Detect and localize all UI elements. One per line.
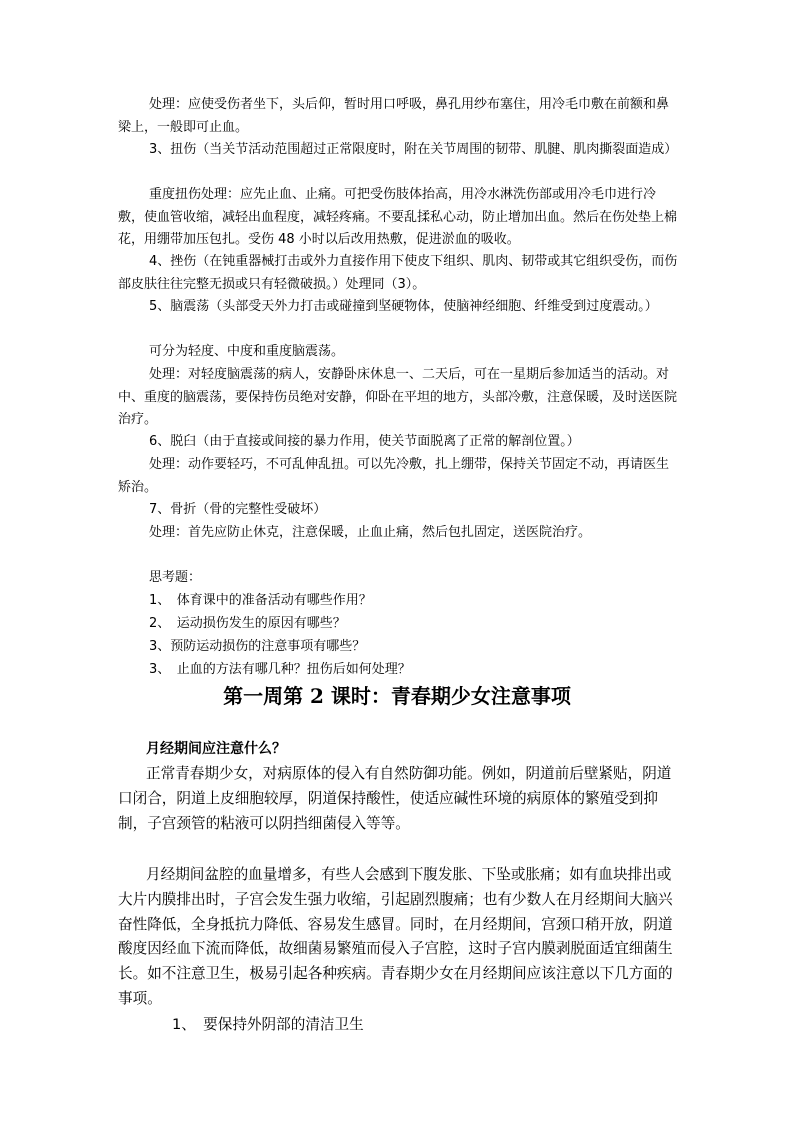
question-item: 3、 止血的方法有哪几种？扭伤后如何处理？ [149,662,411,677]
nosebleed-treatment-paragraph: 处理：应使受伤者坐下，头后仰，暂时用口呼吸，鼻孔用纱布塞住，用冷毛巾敷在前额和鼻梁上，一般即可止血。 [118,97,670,135]
concussion-definition-paragraph: 5、脑震荡（头部受天外力打击或碰撞到坚硬物体，使脑神经细胞、纤维受到过度震动。） [149,299,658,314]
dislocation-treatment-paragraph: 处理：动作要轻巧，不可乱伸乱扭。可以先冷敷，扎上绷带，保持关节固定不动，再请医生矫治。 [118,457,670,495]
question-item: 2、 运动损伤发生的原因有哪些？ [149,616,346,631]
question-item: 1、 体育课中的准备活动有哪些作用？ [149,593,372,608]
questions-title: 思考题： [149,570,202,585]
concussion-treatment-paragraph: 处理：对轻度脑震荡的病人，安静卧床休息一、二天后，可在一星期后参加适当的活动。对中、重度的脑震荡，要保持伤员绝对安静，仰卧在平坦的地方，头部冷敷，注意保暖，及时送医院治疗。 [118,367,678,427]
fracture-treatment-paragraph: 处理：首先应防止休克，注意保暖，止血止痛，然后包扎固定，送医院治疗。 [149,525,592,540]
menstruation-paragraph: 月经期间盆腔的血量增多，有些人会感到下腹发胀、下坠或胀痛；如有血块排出或大片内膜排出时，子宫会发生强力收缩，引起剧烈腹痛；也有少数人在月经期间大脑兴奋性降低，全身抵抗力降低、容易发生感冒。同时，在月经期间，宫颈口稍开放，阴道酸度因经血下流而降低，故细菌易繁殖而侵入子宫腔，这时子宫内膜剥脱面适宜细菌生长。如不注意卫生，极易引起各种疾病。青春期少女在月经期间应该注意以下几方面的事项。 [118,866,673,1007]
section-subheading: 月经期间应注意什么？ [146,741,286,757]
sprain-definition-paragraph: 3、扭伤（当关节活动范围超过正常限度时，附在关节周围的韧带、肌腱、肌肉撕裂面造成） [149,142,678,157]
question-item: 3、预防运动损伤的注意事项有哪些？ [149,639,366,654]
severe-sprain-treatment-paragraph: 重度扭伤处理：应先止血、止痛。可把受伤肢体抬高，用冷水淋洗伤部或用冷毛巾进行冷敷，使血管收缩，减轻出血程度，减轻疼痛。不要乱揉私心动，防止增加出血。然后在伤处垫上棉花，用绷带加压包扎。受伤 48 小时以后改用热敷，促进淤血的吸收。 [118,187,678,247]
natural-defense-paragraph: 正常青春期少女，对病原体的侵入有自然防御功能。例如，阴道前后壁紧贴，阴道口闭合，阴道上皮细胞较厚，阴道保持酸性，使适应碱性环境的病原体的繁殖受到抑制，子宫颈管的粘液可以阴挡细菌侵入等等。 [118,765,672,832]
fracture-definition-paragraph: 7、骨折（骨的完整性受破坏） [149,502,327,517]
contusion-paragraph: 4、挫伤（在钝重器械打击或外力直接作用下使皮下组织、肌肉、韧带或其它组织受伤，而伤部皮肤往往完整无损或只有轻微破损。）处理同（3）。 [118,254,678,292]
section-heading: 第一周第 2 课时：青春期少女注意事项 [223,684,571,708]
dislocation-definition-paragraph: 6、脱臼（由于直接或间接的暴力作用，使关节面脱离了正常的解剖位置。） [149,434,580,449]
concussion-levels-paragraph: 可分为轻度、中度和重度脑震荡。 [149,344,345,359]
list-item: 1、 要保持外阴部的清洁卫生 [172,1016,364,1033]
